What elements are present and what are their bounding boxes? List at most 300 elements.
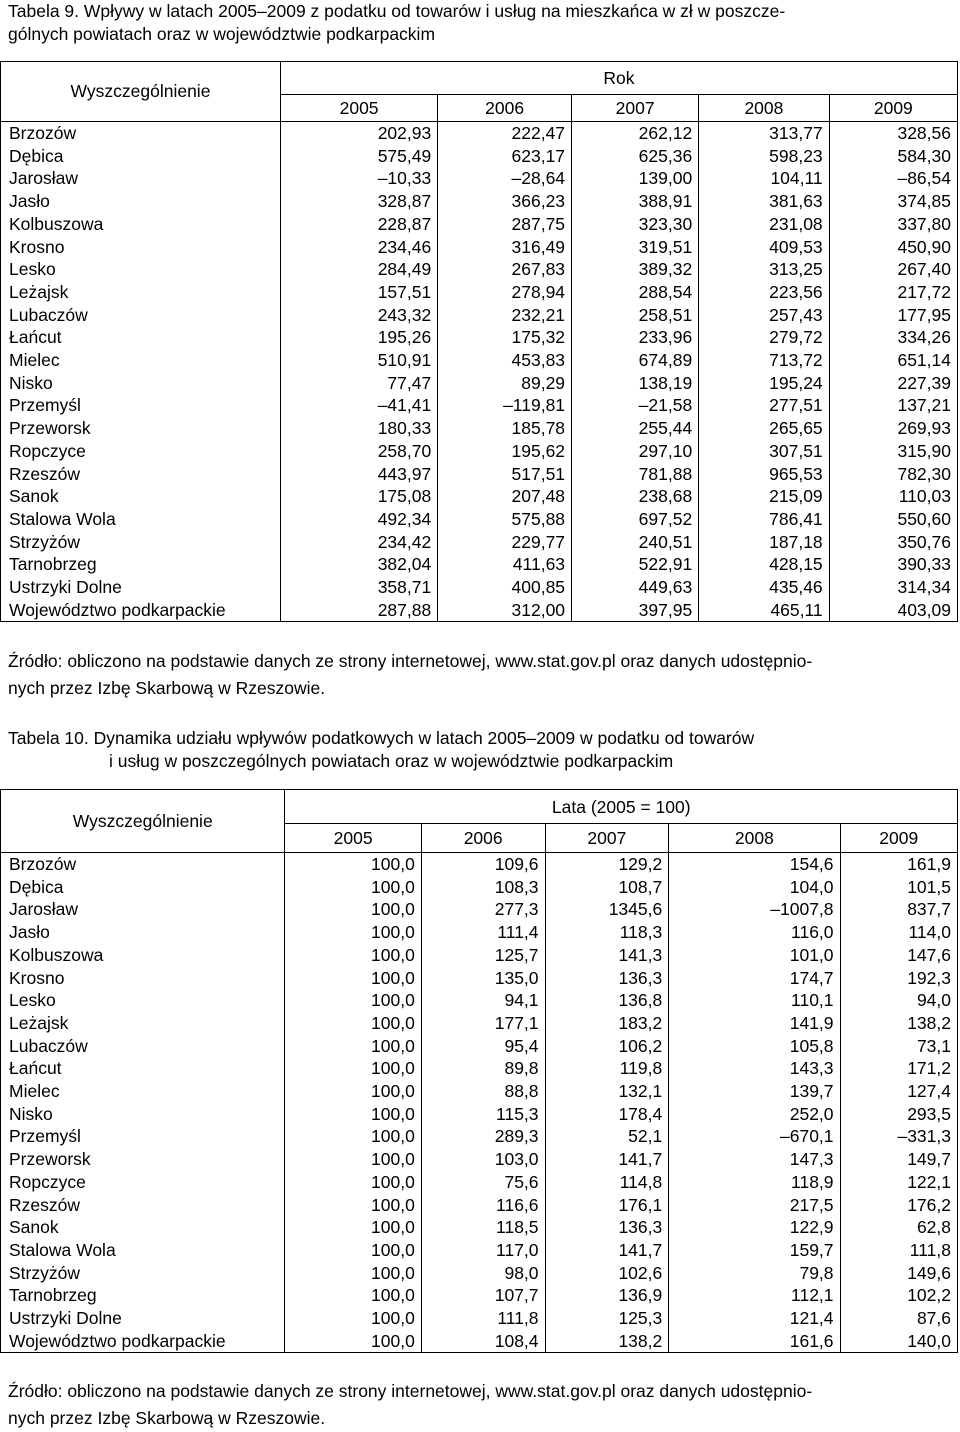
- table-cell: 411,63: [438, 553, 572, 576]
- table-cell: 623,17: [438, 145, 572, 168]
- table-row: [1, 576, 958, 599]
- table-cell: 122,1: [840, 1171, 957, 1194]
- table10-header-group: Lata (2005 = 100): [285, 790, 958, 824]
- table-cell: 177,95: [829, 304, 957, 327]
- table-cell: –10,33: [280, 167, 437, 190]
- table-cell: 117,0: [421, 1239, 545, 1262]
- table-cell: 465,11: [699, 599, 829, 622]
- table-cell: 312,00: [438, 599, 572, 622]
- table-row: [1, 1330, 958, 1353]
- row-label: Leżajsk: [1, 281, 281, 304]
- table-cell: 119,8: [545, 1057, 669, 1080]
- table-row: [1, 1307, 958, 1330]
- table-cell: 114,8: [545, 1171, 669, 1194]
- table-cell: 116,6: [421, 1194, 545, 1217]
- table-row: [1, 417, 958, 440]
- table-row: [1, 1171, 958, 1194]
- table-cell: 358,71: [280, 576, 437, 599]
- table-row: [1, 304, 958, 327]
- table-cell: 337,80: [829, 213, 957, 236]
- row-label: Rzeszów: [1, 1194, 285, 1217]
- table-cell: 288,54: [572, 281, 699, 304]
- table-cell: 269,93: [829, 417, 957, 440]
- table-cell: 105,8: [669, 1035, 840, 1058]
- row-label: Dębica: [1, 876, 285, 899]
- table-cell: –331,3: [840, 1125, 957, 1148]
- table-cell: 143,3: [669, 1057, 840, 1080]
- table-cell: 175,08: [280, 485, 437, 508]
- table-cell: 232,21: [438, 304, 572, 327]
- table-cell: 258,51: [572, 304, 699, 327]
- table-cell: –670,1: [669, 1125, 840, 1148]
- table-cell: 786,41: [699, 508, 829, 531]
- row-label: Województwo podkarpackie: [1, 1330, 285, 1353]
- table-row: [1, 1284, 958, 1307]
- table-row: [1, 281, 958, 304]
- table-cell: –28,64: [438, 167, 572, 190]
- row-label: Strzyżów: [1, 1262, 285, 1285]
- table-cell: 674,89: [572, 349, 699, 372]
- table-cell: 73,1: [840, 1035, 957, 1058]
- row-label: Stalowa Wola: [1, 508, 281, 531]
- table-cell: 171,2: [840, 1057, 957, 1080]
- table-cell: 129,2: [545, 853, 669, 876]
- table-row: [1, 853, 958, 876]
- table-cell: 837,7: [840, 898, 957, 921]
- table-cell: 316,49: [438, 236, 572, 259]
- table-cell: 287,88: [280, 599, 437, 622]
- table9-caption: [8, 0, 958, 46]
- table-row: [1, 531, 958, 554]
- table-cell: 138,2: [545, 1330, 669, 1353]
- table-cell: 183,2: [545, 1012, 669, 1035]
- table-row: [1, 1148, 958, 1171]
- table-cell: 314,34: [829, 576, 957, 599]
- table-cell: 100,0: [285, 967, 421, 990]
- table-cell: 713,72: [699, 349, 829, 372]
- table-row: [1, 485, 958, 508]
- table-cell: 492,34: [280, 508, 437, 531]
- table-cell: 550,60: [829, 508, 957, 531]
- row-label: Przeworsk: [1, 417, 281, 440]
- table-cell: 100,0: [285, 989, 421, 1012]
- table-cell: 125,3: [545, 1307, 669, 1330]
- table-cell: 240,51: [572, 531, 699, 554]
- table-cell: 781,88: [572, 463, 699, 486]
- row-label: Województwo podkarpackie: [1, 599, 281, 622]
- table-cell: 147,3: [669, 1148, 840, 1171]
- table-cell: 187,18: [699, 531, 829, 554]
- table-row: [1, 599, 958, 622]
- table-cell: 132,1: [545, 1080, 669, 1103]
- table9-source-line1: Źródło: obliczono na podstawie danych ze strony internetowej, www.stat.gov.pl oraz danych udostępnio-: [8, 651, 813, 671]
- table9: [0, 61, 958, 622]
- table-cell: 234,46: [280, 236, 437, 259]
- table-cell: 118,3: [545, 921, 669, 944]
- table-cell: 108,3: [421, 876, 545, 899]
- table-cell: 284,49: [280, 258, 437, 281]
- table-cell: 403,09: [829, 599, 957, 622]
- table-row: [1, 1012, 958, 1035]
- table-cell: 202,93: [280, 122, 437, 145]
- table-cell: 89,29: [438, 372, 572, 395]
- table-cell: 138,19: [572, 372, 699, 395]
- table-cell: 450,90: [829, 236, 957, 259]
- table-row: [1, 213, 958, 236]
- row-label: Przeworsk: [1, 1148, 285, 1171]
- table-cell: 185,78: [438, 417, 572, 440]
- table-row: [1, 508, 958, 531]
- table-cell: 231,08: [699, 213, 829, 236]
- row-label: Kolbuszowa: [1, 944, 285, 967]
- table9-header-group: Rok: [280, 62, 957, 95]
- table-cell: 217,5: [669, 1194, 840, 1217]
- table-cell: 141,7: [545, 1148, 669, 1171]
- row-label: Jarosław: [1, 167, 281, 190]
- table-cell: 100,0: [285, 1284, 421, 1307]
- table-cell: 75,6: [421, 1171, 545, 1194]
- row-label: Stalowa Wola: [1, 1239, 285, 1262]
- table-cell: 138,2: [840, 1012, 957, 1035]
- table-cell: 175,32: [438, 326, 572, 349]
- row-label: Łańcut: [1, 1057, 285, 1080]
- table-cell: 195,24: [699, 372, 829, 395]
- table-cell: 122,9: [669, 1216, 840, 1239]
- table-cell: 297,10: [572, 440, 699, 463]
- table-cell: 293,5: [840, 1103, 957, 1126]
- table-cell: 111,8: [421, 1307, 545, 1330]
- row-label: Mielec: [1, 1080, 285, 1103]
- table-cell: 195,62: [438, 440, 572, 463]
- table-cell: 584,30: [829, 145, 957, 168]
- row-label: Rzeszów: [1, 463, 281, 486]
- table10-grid: [0, 789, 958, 1353]
- table-cell: 121,4: [669, 1307, 840, 1330]
- table-row: [1, 876, 958, 899]
- table-cell: 313,25: [699, 258, 829, 281]
- table-cell: 323,30: [572, 213, 699, 236]
- table9-year-header: 2009: [829, 95, 957, 122]
- row-label: Lesko: [1, 989, 285, 1012]
- table-row: [1, 1125, 958, 1148]
- table-cell: 62,8: [840, 1216, 957, 1239]
- table-row: [1, 190, 958, 213]
- table-cell: 147,6: [840, 944, 957, 967]
- table-cell: 125,7: [421, 944, 545, 967]
- table-cell: 77,47: [280, 372, 437, 395]
- table-cell: 127,4: [840, 1080, 957, 1103]
- table-row: [1, 326, 958, 349]
- table-row: [1, 1216, 958, 1239]
- row-label: Ustrzyki Dolne: [1, 1307, 285, 1330]
- table-cell: 176,1: [545, 1194, 669, 1217]
- table-cell: 114,0: [840, 921, 957, 944]
- table-cell: 161,9: [840, 853, 957, 876]
- table-cell: 106,2: [545, 1035, 669, 1058]
- table-cell: 100,0: [285, 1125, 421, 1148]
- table-cell: 215,09: [699, 485, 829, 508]
- table-cell: 265,65: [699, 417, 829, 440]
- row-label: Jasło: [1, 921, 285, 944]
- table-row: [1, 394, 958, 417]
- table-cell: –86,54: [829, 167, 957, 190]
- table10-source-line2: nych przez Izbę Skarbową w Rzeszowie.: [8, 1408, 326, 1428]
- table-cell: 435,46: [699, 576, 829, 599]
- table-cell: 108,4: [421, 1330, 545, 1353]
- table-row: [1, 1262, 958, 1285]
- table-cell: 1345,6: [545, 898, 669, 921]
- table-cell: 136,3: [545, 967, 669, 990]
- table-cell: 428,15: [699, 553, 829, 576]
- table-cell: 262,12: [572, 122, 699, 145]
- table-cell: 154,6: [669, 853, 840, 876]
- table-cell: 227,39: [829, 372, 957, 395]
- table-cell: 88,8: [421, 1080, 545, 1103]
- table-cell: 100,0: [285, 921, 421, 944]
- table-cell: 222,47: [438, 122, 572, 145]
- table-cell: 400,85: [438, 576, 572, 599]
- table10-header-name: Wyszczególnienie: [1, 790, 285, 853]
- table9-source: [8, 648, 956, 702]
- table-cell: 100,0: [285, 1194, 421, 1217]
- row-label: Lesko: [1, 258, 281, 281]
- table-cell: 651,14: [829, 349, 957, 372]
- table-cell: 229,77: [438, 531, 572, 554]
- row-label: Krosno: [1, 967, 285, 990]
- table-cell: 100,0: [285, 1171, 421, 1194]
- table-cell: 141,9: [669, 1012, 840, 1035]
- table-cell: 79,8: [669, 1262, 840, 1285]
- table-cell: 104,0: [669, 876, 840, 899]
- table-cell: 517,51: [438, 463, 572, 486]
- table-cell: 238,68: [572, 485, 699, 508]
- table-row: [1, 440, 958, 463]
- table-cell: 234,42: [280, 531, 437, 554]
- table-cell: 328,87: [280, 190, 437, 213]
- table-cell: 94,1: [421, 989, 545, 1012]
- table-cell: 443,97: [280, 463, 437, 486]
- table9-grid: [0, 61, 958, 622]
- table-cell: 116,0: [669, 921, 840, 944]
- table-cell: 313,77: [699, 122, 829, 145]
- table-cell: 108,7: [545, 876, 669, 899]
- table-cell: 100,0: [285, 1330, 421, 1353]
- table-row: [1, 967, 958, 990]
- table-cell: 315,90: [829, 440, 957, 463]
- table-cell: 112,1: [669, 1284, 840, 1307]
- table-cell: 103,0: [421, 1148, 545, 1171]
- table-cell: 382,04: [280, 553, 437, 576]
- row-label: Jasło: [1, 190, 281, 213]
- row-label: Kolbuszowa: [1, 213, 281, 236]
- table-cell: 149,6: [840, 1262, 957, 1285]
- table10-year-header: 2006: [421, 824, 545, 853]
- table10-caption: [8, 727, 958, 773]
- table9-year-header: 2005: [280, 95, 437, 122]
- table-row: [1, 1103, 958, 1126]
- table-row: [1, 1194, 958, 1217]
- table-cell: –41,41: [280, 394, 437, 417]
- table-cell: 115,3: [421, 1103, 545, 1126]
- table-cell: 223,56: [699, 281, 829, 304]
- table-cell: 149,7: [840, 1148, 957, 1171]
- table-cell: 287,75: [438, 213, 572, 236]
- table-cell: 328,56: [829, 122, 957, 145]
- table-cell: 52,1: [545, 1125, 669, 1148]
- table-cell: 598,23: [699, 145, 829, 168]
- table-cell: 140,0: [840, 1330, 957, 1353]
- table-cell: 111,4: [421, 921, 545, 944]
- table-cell: 277,51: [699, 394, 829, 417]
- table-cell: 102,2: [840, 1284, 957, 1307]
- table-cell: 381,63: [699, 190, 829, 213]
- table-cell: 178,4: [545, 1103, 669, 1126]
- table-cell: 255,44: [572, 417, 699, 440]
- table-row: [1, 921, 958, 944]
- table-cell: 390,33: [829, 553, 957, 576]
- table10-caption-line1: Tabela 10. Dynamika udziału wpływów podatkowych w latach 2005–2009 w podatku od towarów: [8, 728, 755, 748]
- row-label: Tarnobrzeg: [1, 1284, 285, 1307]
- table-cell: 118,5: [421, 1216, 545, 1239]
- table-cell: 100,0: [285, 898, 421, 921]
- table-cell: 277,3: [421, 898, 545, 921]
- table-cell: 625,36: [572, 145, 699, 168]
- table-cell: –119,81: [438, 394, 572, 417]
- table-cell: 366,23: [438, 190, 572, 213]
- table-cell: 267,83: [438, 258, 572, 281]
- table-row: [1, 553, 958, 576]
- row-label: Dębica: [1, 145, 281, 168]
- table-cell: 159,7: [669, 1239, 840, 1262]
- row-label: Tarnobrzeg: [1, 553, 281, 576]
- table-cell: –21,58: [572, 394, 699, 417]
- table9-year-header: 2007: [572, 95, 699, 122]
- row-label: Przemyśl: [1, 1125, 285, 1148]
- table-cell: 98,0: [421, 1262, 545, 1285]
- table-cell: 89,8: [421, 1057, 545, 1080]
- table-row: [1, 1239, 958, 1262]
- row-label: Ustrzyki Dolne: [1, 576, 281, 599]
- table-cell: 157,51: [280, 281, 437, 304]
- table-cell: 575,88: [438, 508, 572, 531]
- table-cell: –1007,8: [669, 898, 840, 921]
- table-cell: 449,63: [572, 576, 699, 599]
- table-row: [1, 989, 958, 1012]
- row-label: Sanok: [1, 1216, 285, 1239]
- table-cell: 135,0: [421, 967, 545, 990]
- table-row: [1, 145, 958, 168]
- table10-source-line1: Źródło: obliczono na podstawie danych ze strony internetowej, www.stat.gov.pl oraz danych udostępnio-: [8, 1381, 813, 1401]
- row-label: Leżajsk: [1, 1012, 285, 1035]
- table-cell: 100,0: [285, 1239, 421, 1262]
- table-cell: 139,7: [669, 1080, 840, 1103]
- table10-caption-line2: i usług w poszczególnych powiatach oraz w województwie podkarpackim: [109, 751, 674, 771]
- table-cell: 510,91: [280, 349, 437, 372]
- table-cell: 252,0: [669, 1103, 840, 1126]
- table-cell: 192,3: [840, 967, 957, 990]
- table-cell: 965,53: [699, 463, 829, 486]
- table-row: [1, 898, 958, 921]
- table9-caption-line1: Tabela 9. Wpływy w latach 2005–2009 z podatku od towarów i usług na mieszkańca w zł w poszcze-: [8, 1, 786, 21]
- table-cell: 161,6: [669, 1330, 840, 1353]
- table-cell: 409,53: [699, 236, 829, 259]
- row-label: Krosno: [1, 236, 281, 259]
- table-cell: 782,30: [829, 463, 957, 486]
- table-cell: 279,72: [699, 326, 829, 349]
- table-cell: 102,6: [545, 1262, 669, 1285]
- table-cell: 233,96: [572, 326, 699, 349]
- table9-year-header: 2006: [438, 95, 572, 122]
- table-cell: 100,0: [285, 1080, 421, 1103]
- row-label: Lubaczów: [1, 1035, 285, 1058]
- table-cell: 100,0: [285, 944, 421, 967]
- table-cell: 100,0: [285, 1057, 421, 1080]
- table-cell: 94,0: [840, 989, 957, 1012]
- table-cell: 278,94: [438, 281, 572, 304]
- table9-caption-line2: gólnych powiatach oraz w województwie podkarpackim: [8, 24, 436, 44]
- table-cell: 111,8: [840, 1239, 957, 1262]
- table-cell: 319,51: [572, 236, 699, 259]
- row-label: Jarosław: [1, 898, 285, 921]
- table-cell: 195,26: [280, 326, 437, 349]
- table-cell: 228,87: [280, 213, 437, 236]
- table-row: [1, 122, 958, 145]
- row-label: Nisko: [1, 372, 281, 395]
- table-cell: 118,9: [669, 1171, 840, 1194]
- table-row: [1, 944, 958, 967]
- table-cell: 139,00: [572, 167, 699, 190]
- table-cell: 100,0: [285, 1012, 421, 1035]
- row-label: Sanok: [1, 485, 281, 508]
- table-cell: 109,6: [421, 853, 545, 876]
- table-row: [1, 349, 958, 372]
- row-label: Brzozów: [1, 122, 281, 145]
- table10: [0, 789, 958, 1353]
- table-cell: 522,91: [572, 553, 699, 576]
- table-cell: 174,7: [669, 967, 840, 990]
- table-cell: 257,43: [699, 304, 829, 327]
- table9-header-name: Wyszczególnienie: [1, 62, 281, 122]
- table-cell: 110,03: [829, 485, 957, 508]
- table-cell: 307,51: [699, 440, 829, 463]
- table-cell: 397,95: [572, 599, 699, 622]
- row-label: Ropczyce: [1, 1171, 285, 1194]
- table-cell: 289,3: [421, 1125, 545, 1148]
- table-cell: 100,0: [285, 876, 421, 899]
- row-label: Nisko: [1, 1103, 285, 1126]
- table-cell: 100,0: [285, 1307, 421, 1330]
- table-cell: 104,11: [699, 167, 829, 190]
- table-cell: 243,32: [280, 304, 437, 327]
- table-row: [1, 1057, 958, 1080]
- table-cell: 141,7: [545, 1239, 669, 1262]
- table-cell: 334,26: [829, 326, 957, 349]
- table-cell: 137,21: [829, 394, 957, 417]
- table-row: [1, 236, 958, 259]
- table-cell: 180,33: [280, 417, 437, 440]
- table-row: [1, 1035, 958, 1058]
- table-cell: 258,70: [280, 440, 437, 463]
- table9-year-header: 2008: [699, 95, 829, 122]
- table-cell: 100,0: [285, 1035, 421, 1058]
- table-row: [1, 167, 958, 190]
- table-cell: 95,4: [421, 1035, 545, 1058]
- table-cell: 453,83: [438, 349, 572, 372]
- table-cell: 100,0: [285, 1262, 421, 1285]
- table10-year-header: 2007: [545, 824, 669, 853]
- table-cell: 697,52: [572, 508, 699, 531]
- table-cell: 267,40: [829, 258, 957, 281]
